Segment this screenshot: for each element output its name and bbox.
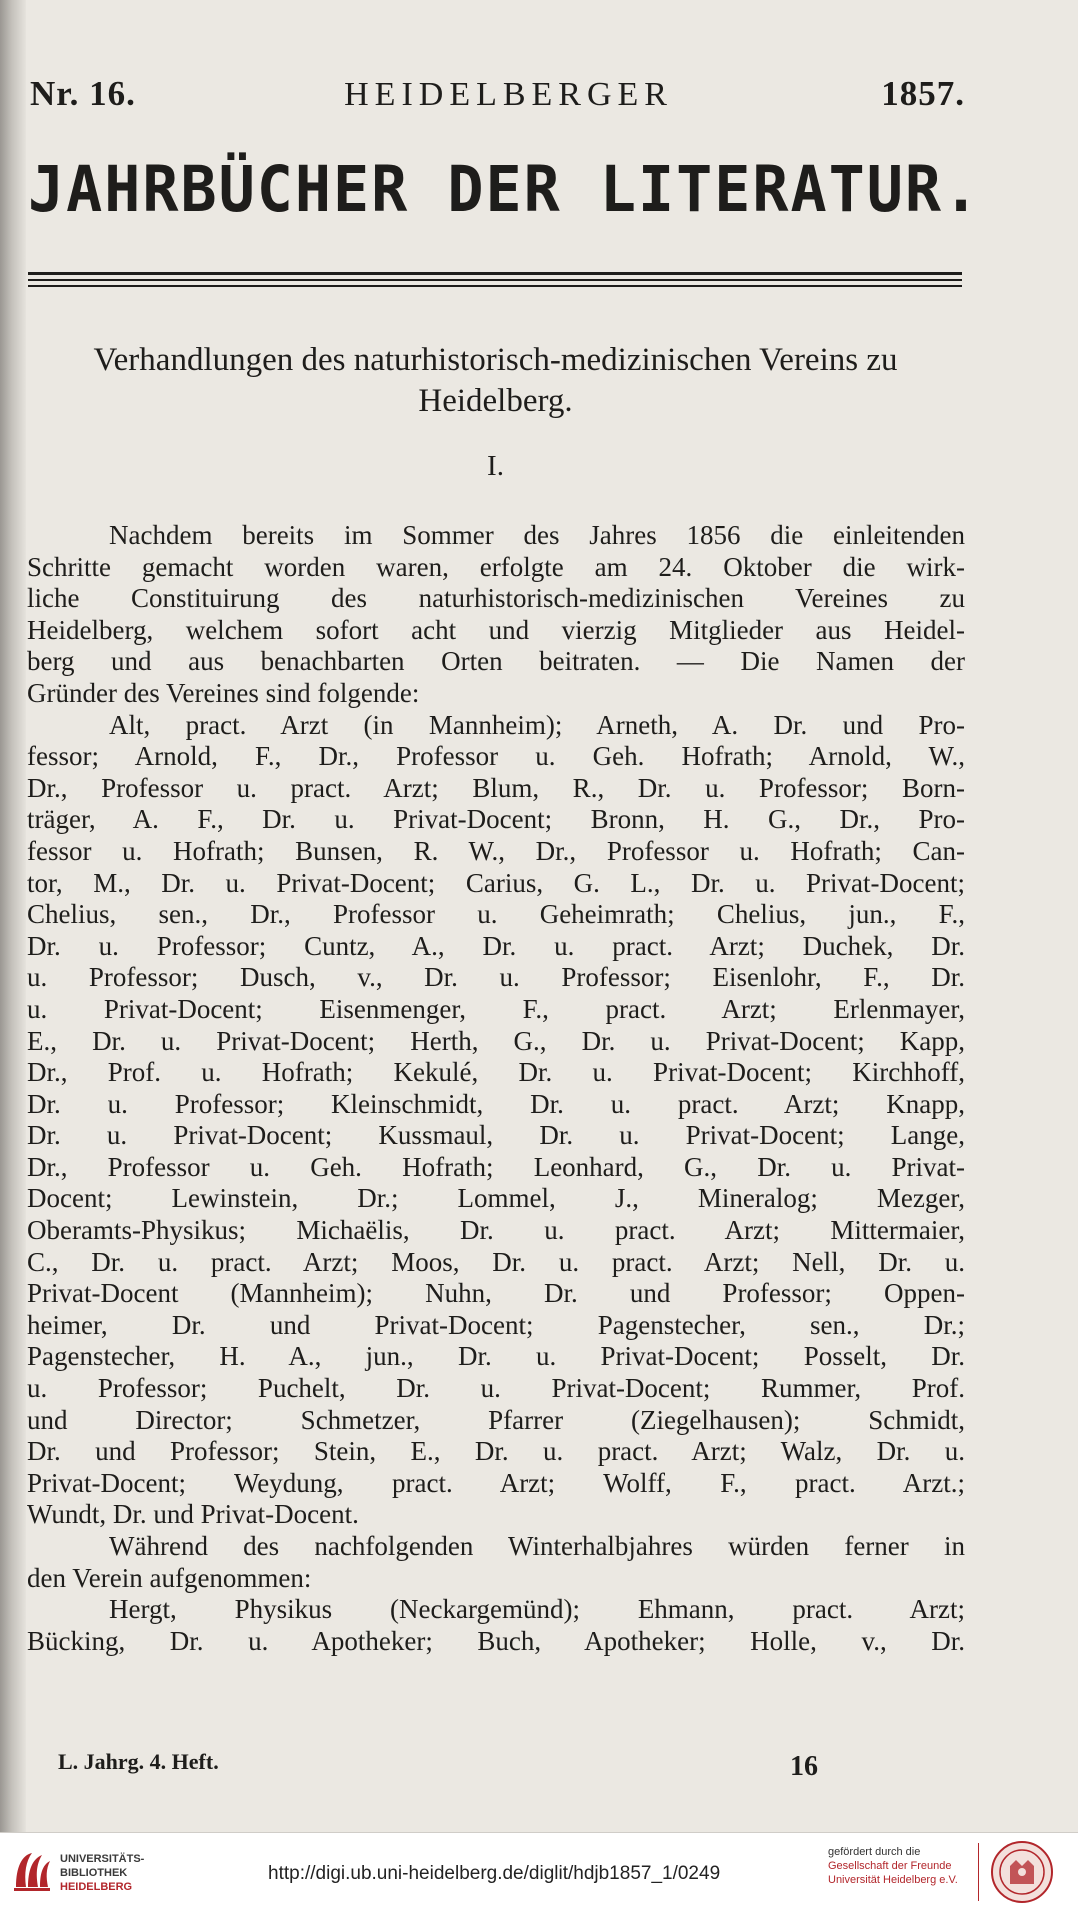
- university-seal-icon[interactable]: [990, 1840, 1054, 1904]
- article-title-line: Heidelberg.: [418, 383, 573, 419]
- text-line: heimer, Dr. und Privat-Docent; Pagenstecher, sen., Dr.;: [27, 1309, 965, 1340]
- text-line: Nachdem bereits im Sommer des Jahres 1856 die einleitenden: [109, 520, 965, 550]
- text-line: Privat-Docent (Mannheim); Nuhn, Dr. und Professor; Oppen-: [27, 1278, 965, 1309]
- library-name: [60, 1852, 144, 1894]
- article-title-line: Verhandlungen des naturhistorisch-medizinischen Vereins zu: [93, 342, 898, 378]
- publication-year: 1857.: [881, 74, 965, 113]
- text-line: Dr., Professor u. pract. Arzt; Blum, R., Dr. u. Professor; Born-: [27, 772, 965, 803]
- title-rule: [28, 285, 962, 287]
- library-name-line: HEIDELBERG: [60, 1881, 133, 1893]
- text-line: Privat-Docent; Weydung, pract. Arzt; Wolff, F., pract. Arzt.;: [27, 1467, 965, 1498]
- text-line: Docent; Lewinstein, Dr.; Lommel, J., Mineralog; Mezger,: [27, 1183, 965, 1214]
- sheet-number: 16: [790, 1751, 818, 1782]
- text-line: E., Dr. u. Privat-Docent; Herth, G., Dr. u. Privat-Docent; Kapp,: [27, 1025, 965, 1056]
- library-name-line: UNIVERSITÄTS-: [60, 1853, 145, 1865]
- text-line: Gründer des Vereines sind folgende:: [27, 677, 420, 708]
- sponsor-note: [828, 1845, 958, 1887]
- text-line: und Director; Schmetzer, Pfarrer (Ziegelhausen); Schmidt,: [27, 1404, 965, 1435]
- text-line: träger, A. F., Dr. u. Privat-Docent; Bronn, H. G., Dr., Pro-: [27, 804, 965, 835]
- text-line: u. Privat-Docent; Eisenmenger, F., pract. Arzt; Erlenmayer,: [27, 993, 965, 1024]
- publication-name: HEIDELBERGER: [344, 76, 673, 113]
- text-line: Heidelberg, welchem sofort acht und vierzig Mitglieder aus Heidel-: [27, 614, 965, 645]
- text-line: fessor u. Hofrath; Bunsen, R. W., Dr., Professor u. Hofrath; Can-: [27, 835, 965, 866]
- text-line: den Verein aufgenommen:: [27, 1562, 312, 1593]
- text-line: Hergt, Physikus (Neckargemünd); Ehmann, pract. Arzt;: [109, 1594, 965, 1625]
- sponsor-line: Gesellschaft der Freunde: [828, 1860, 952, 1872]
- text-line: u. Professor; Dusch, v., Dr. u. Professor; Eisenlohr, F., Dr.: [27, 962, 965, 993]
- text-line: berg und aus benachbarten Orten beitraten. — Die Namen der: [27, 646, 965, 677]
- text-line: Während des nachfolgenden Winterhalbjahres würden ferner in: [109, 1531, 965, 1561]
- permalink-url[interactable]: http://digi.ub.uni-heidelberg.de/diglit/hdjb1857_1/0249: [268, 1863, 721, 1884]
- unibib-logo-icon[interactable]: [12, 1847, 52, 1895]
- signature-mark: L. Jahrg. 4. Heft.: [58, 1749, 219, 1774]
- article-body: [27, 520, 965, 1657]
- text-line: tor, M., Dr. u. Privat-Docent; Carius, G. L., Dr. u. Privat-Docent;: [27, 867, 965, 898]
- section-number: I.: [487, 450, 504, 482]
- text-line: Pagenstecher, H. A., jun., Dr. u. Privat-Docent; Posselt, Dr.: [27, 1341, 965, 1372]
- text-line: Chelius, sen., Dr., Professor u. Geheimrath; Chelius, jun., F.,: [27, 899, 965, 930]
- text-line: Dr. und Professor; Stein, E., Dr. u. pract. Arzt; Walz, Dr. u.: [27, 1436, 965, 1467]
- sponsor-line: gefördert durch die: [828, 1846, 921, 1858]
- text-line: u. Professor; Puchelt, Dr. u. Privat-Docent; Rummer, Prof.: [27, 1373, 965, 1404]
- text-line: Wundt, Dr. und Privat-Docent.: [27, 1499, 359, 1530]
- text-line: Oberamts-Physikus; Michaëlis, Dr. u. pract. Arzt; Mittermaier,: [27, 1215, 965, 1246]
- text-line: Bücking, Dr. u. Apotheker; Buch, Apotheker; Holle, v., Dr.: [27, 1625, 965, 1656]
- text-line: C., Dr. u. pract. Arzt; Moos, Dr. u. pract. Arzt; Nell, Dr. u.: [27, 1246, 965, 1277]
- text-line: Schritte gemacht worden waren, erfolgte am 24. Oktober die wirk-: [27, 551, 965, 582]
- masthead: [30, 74, 965, 120]
- text-line: Dr. u. Professor; Kleinschmidt, Dr. u. pract. Arzt; Knapp,: [27, 1088, 965, 1119]
- sponsor-line: Universität Heidelberg e.V.: [828, 1874, 958, 1886]
- text-line: Dr., Prof. u. Hofrath; Kekulé, Dr. u. Privat-Docent; Kirchhoff,: [27, 1057, 965, 1088]
- text-line: Dr. u. Professor; Cuntz, A., Dr. u. pract. Arzt; Duchek, Dr.: [27, 930, 965, 961]
- text-line: fessor; Arnold, F., Dr., Professor u. Geh. Hofrath; Arnold, W.,: [27, 741, 965, 772]
- title-rule: [28, 279, 962, 281]
- divider: [978, 1843, 979, 1901]
- library-name-line: BIBLIOTHEK: [60, 1867, 128, 1879]
- journal-title: JAHRBÜCHER DER LITERATUR.: [28, 153, 982, 227]
- article-title: [28, 340, 963, 422]
- issue-number: Nr. 16.: [30, 74, 136, 113]
- text-line: Dr., Professor u. Geh. Hofrath; Leonhard, G., Dr. u. Privat-: [27, 1151, 965, 1182]
- text-line: Dr. u. Privat-Docent; Kussmaul, Dr. u. Privat-Docent; Lange,: [27, 1120, 965, 1151]
- text-line: liche Constituirung des naturhistorisch-medizinischen Vereines zu: [27, 583, 965, 614]
- library-footer-bar: [0, 1832, 1078, 1911]
- text-line: Alt, pract. Arzt (in Mannheim); Arneth, A. Dr. und Pro-: [109, 709, 965, 740]
- title-rule: [28, 272, 962, 275]
